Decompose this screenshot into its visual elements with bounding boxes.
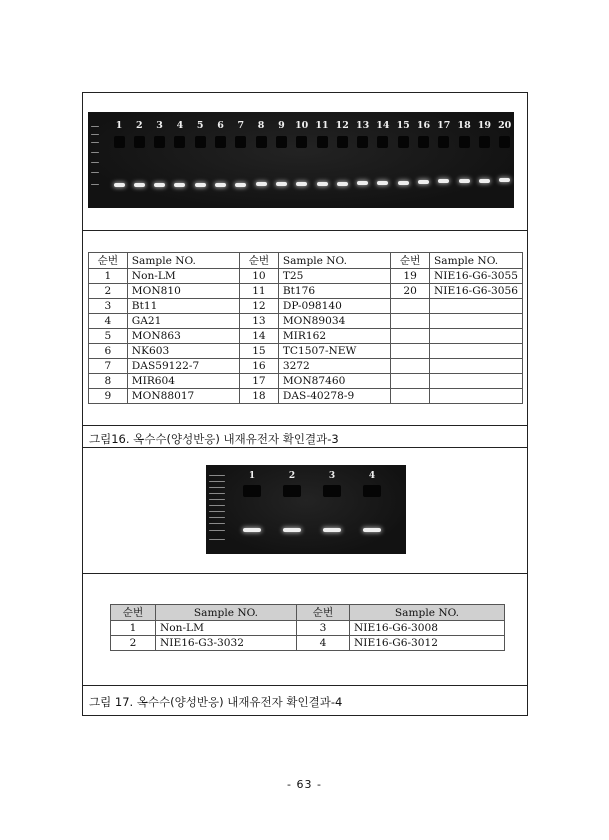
table-cell: Non-LM xyxy=(156,621,297,636)
ladder-band xyxy=(91,162,99,163)
table-cell xyxy=(391,344,430,359)
table-cell xyxy=(391,314,430,329)
ladder-band xyxy=(91,152,99,153)
lane-label: 7 xyxy=(237,120,245,131)
dna-band xyxy=(418,180,429,184)
ladder-band xyxy=(209,481,225,482)
ladder-band xyxy=(209,523,225,524)
dna-band xyxy=(438,179,449,183)
table-cell: 2 xyxy=(111,636,156,651)
dna-band xyxy=(459,179,470,183)
gel-well xyxy=(323,485,341,497)
gel-well xyxy=(276,136,287,148)
ladder-band xyxy=(91,126,99,127)
lane-label: 10 xyxy=(295,120,309,131)
dna-band xyxy=(174,183,185,187)
table-cell: 1 xyxy=(89,269,128,284)
table-cell: NIE16-G6-3056 xyxy=(430,284,523,299)
dna-band xyxy=(114,183,125,187)
table-cell: 15 xyxy=(240,344,279,359)
gel-well xyxy=(296,136,307,148)
table-cell: Bt176 xyxy=(278,284,390,299)
table-cell: 1 xyxy=(111,621,156,636)
figure-caption-2: 그림 17. 옥수수(양성반응) 내재유전자 확인결과-4 xyxy=(89,695,343,709)
gel-well xyxy=(459,136,470,148)
table-cell: MON87460 xyxy=(278,374,390,389)
table-row xyxy=(111,621,505,636)
table-cell: 16 xyxy=(240,359,279,374)
table-cell xyxy=(430,359,523,374)
ladder-band xyxy=(209,493,225,494)
gel-well xyxy=(134,136,145,148)
gel-well xyxy=(174,136,185,148)
dna-band xyxy=(337,182,348,186)
lane-label: 12 xyxy=(335,120,349,131)
table-cell: NIE16-G6-3008 xyxy=(350,621,505,636)
gel-well xyxy=(377,136,388,148)
table-cell: 12 xyxy=(240,299,279,314)
table-cell: MON88017 xyxy=(127,389,239,404)
table-cell: 3 xyxy=(297,621,350,636)
gel-well xyxy=(195,136,206,148)
table-cell: 9 xyxy=(89,389,128,404)
figure-caption-1: 그림16. 옥수수(양성반응) 내재유전자 확인결과-3 xyxy=(89,432,339,446)
col-header: 순번 xyxy=(391,253,430,269)
dna-band xyxy=(499,178,510,182)
divider xyxy=(83,425,527,426)
table-cell: GA21 xyxy=(127,314,239,329)
dna-band xyxy=(323,528,341,532)
lane-label: 6 xyxy=(217,120,224,131)
gel-well xyxy=(283,485,301,497)
ladder-band xyxy=(209,539,225,540)
table-cell: T25 xyxy=(278,269,390,284)
col-header: 순번 xyxy=(89,253,128,269)
divider xyxy=(83,447,527,448)
gel-well xyxy=(363,485,381,497)
col-header: 순번 xyxy=(111,605,156,621)
table-cell xyxy=(391,374,430,389)
ladder-band xyxy=(209,499,225,500)
ladder-band xyxy=(91,172,99,173)
col-header: 순번 xyxy=(297,605,350,621)
ladder-band xyxy=(209,511,225,512)
dna-band xyxy=(276,182,287,186)
dna-band xyxy=(256,182,267,186)
table-cell: 10 xyxy=(240,269,279,284)
gel-well xyxy=(499,136,510,148)
lane-label: 18 xyxy=(457,120,471,131)
table-cell xyxy=(430,314,523,329)
dna-band xyxy=(377,181,388,185)
gel-well xyxy=(479,136,490,148)
table-cell xyxy=(430,299,523,314)
table-cell: 14 xyxy=(240,329,279,344)
table-cell: NIE16-G3-3032 xyxy=(156,636,297,651)
table-cell: 13 xyxy=(240,314,279,329)
lane-label: 19 xyxy=(477,120,492,131)
gel-image-1 xyxy=(88,112,514,208)
dna-band xyxy=(283,528,301,532)
table-header-row xyxy=(111,605,505,621)
dna-band xyxy=(317,182,328,186)
table-cell: NIE16-G6-3012 xyxy=(350,636,505,651)
table-cell: Non-LM xyxy=(127,269,239,284)
table-cell: TC1507-NEW xyxy=(278,344,390,359)
gel-well xyxy=(256,136,267,148)
table-cell: 3272 xyxy=(278,359,390,374)
lane-label: 20 xyxy=(498,120,512,131)
table-row xyxy=(89,269,523,284)
table-cell xyxy=(391,359,430,374)
table-row xyxy=(89,344,523,359)
divider xyxy=(83,573,527,574)
table-cell: DP-098140 xyxy=(278,299,390,314)
lane-label: 13 xyxy=(355,120,370,131)
ladder-band xyxy=(209,475,225,476)
lane-label: 1 xyxy=(248,471,256,481)
dna-band xyxy=(398,181,409,185)
table-cell: NK603 xyxy=(127,344,239,359)
table-cell xyxy=(391,389,430,404)
table-cell: Bt11 xyxy=(127,299,239,314)
table-row xyxy=(89,359,523,374)
col-header: Sample NO. xyxy=(430,253,523,269)
table-cell: 4 xyxy=(89,314,128,329)
lane-label: 14 xyxy=(376,120,390,131)
table-cell xyxy=(430,344,523,359)
table-row xyxy=(89,374,523,389)
dna-band xyxy=(243,528,261,532)
table-cell: MIR162 xyxy=(278,329,390,344)
table-cell: 3 xyxy=(89,299,128,314)
sample-table-2 xyxy=(110,604,505,651)
gel-well xyxy=(398,136,409,148)
ladder-band xyxy=(209,530,225,531)
table-cell: 8 xyxy=(89,374,128,389)
table-cell: 2 xyxy=(89,284,128,299)
gel-well xyxy=(243,485,261,497)
lane-label: 4 xyxy=(368,471,376,481)
lane-label: 15 xyxy=(396,120,410,131)
lane-label: 2 xyxy=(288,471,296,481)
table-cell: 11 xyxy=(240,284,279,299)
table-row xyxy=(89,314,523,329)
table-cell: MIR604 xyxy=(127,374,239,389)
table-cell: NIE16-G6-3055 xyxy=(430,269,523,284)
dna-band xyxy=(296,182,307,186)
table-cell: 6 xyxy=(89,344,128,359)
ladder-band xyxy=(91,142,99,143)
table-cell: 20 xyxy=(391,284,430,299)
divider xyxy=(83,230,527,231)
table-cell: MON89034 xyxy=(278,314,390,329)
lane-label: 8 xyxy=(257,120,265,131)
dna-band xyxy=(235,183,246,187)
dna-band xyxy=(154,183,165,187)
table-cell: 4 xyxy=(297,636,350,651)
table-cell: DAS59122-7 xyxy=(127,359,239,374)
lane-label: 5 xyxy=(196,120,204,131)
table-row xyxy=(89,329,523,344)
ladder-band xyxy=(91,134,99,135)
col-header: Sample NO. xyxy=(278,253,390,269)
gel-well xyxy=(438,136,449,148)
table-cell: 5 xyxy=(89,329,128,344)
lane-label: 1 xyxy=(115,120,123,131)
table-row xyxy=(89,299,523,314)
gel-well xyxy=(337,136,348,148)
dna-band xyxy=(363,528,381,532)
table-cell: 19 xyxy=(391,269,430,284)
table-cell: 17 xyxy=(240,374,279,389)
table-row xyxy=(111,636,505,651)
gel-well xyxy=(418,136,429,148)
ladder-band xyxy=(91,184,99,185)
gel-well xyxy=(154,136,165,148)
gel-well xyxy=(357,136,368,148)
lane-label: 16 xyxy=(416,120,431,131)
dna-band xyxy=(215,183,226,187)
col-header: 순번 xyxy=(240,253,279,269)
lane-label: 3 xyxy=(328,471,336,481)
lane-label: 4 xyxy=(176,120,184,131)
table-cell: MON863 xyxy=(127,329,239,344)
table-cell xyxy=(430,329,523,344)
lane-label: 3 xyxy=(156,120,163,131)
table-cell xyxy=(391,299,430,314)
col-header: Sample NO. xyxy=(350,605,505,621)
gel-well xyxy=(235,136,246,148)
table-cell xyxy=(391,329,430,344)
figure-frame xyxy=(82,92,528,716)
lane-label: 9 xyxy=(278,120,285,131)
lane-label: 11 xyxy=(315,120,329,131)
dna-band xyxy=(134,183,145,187)
table-cell xyxy=(430,389,523,404)
gel-well xyxy=(114,136,125,148)
dna-band xyxy=(479,179,490,183)
table-header-row xyxy=(89,253,523,269)
lane-label: 17 xyxy=(437,120,451,131)
col-header: Sample NO. xyxy=(127,253,239,269)
dna-band xyxy=(357,181,368,185)
ladder-band xyxy=(209,505,225,506)
table-cell: DAS-40278-9 xyxy=(278,389,390,404)
table-cell: 18 xyxy=(240,389,279,404)
gel-well xyxy=(317,136,328,148)
ladder-band xyxy=(209,487,225,488)
table-cell: MON810 xyxy=(127,284,239,299)
dna-band xyxy=(195,183,206,187)
col-header: Sample NO. xyxy=(156,605,297,621)
gel-image-2 xyxy=(206,465,406,554)
ladder-band xyxy=(209,517,225,518)
table-row xyxy=(89,389,523,404)
table-cell: 7 xyxy=(89,359,128,374)
table-cell xyxy=(430,374,523,389)
table-row xyxy=(89,284,523,299)
lane-label: 2 xyxy=(135,120,143,131)
gel-well xyxy=(215,136,226,148)
divider xyxy=(83,685,527,686)
sample-table-1 xyxy=(88,252,523,404)
page-number: - 63 - xyxy=(287,778,322,791)
